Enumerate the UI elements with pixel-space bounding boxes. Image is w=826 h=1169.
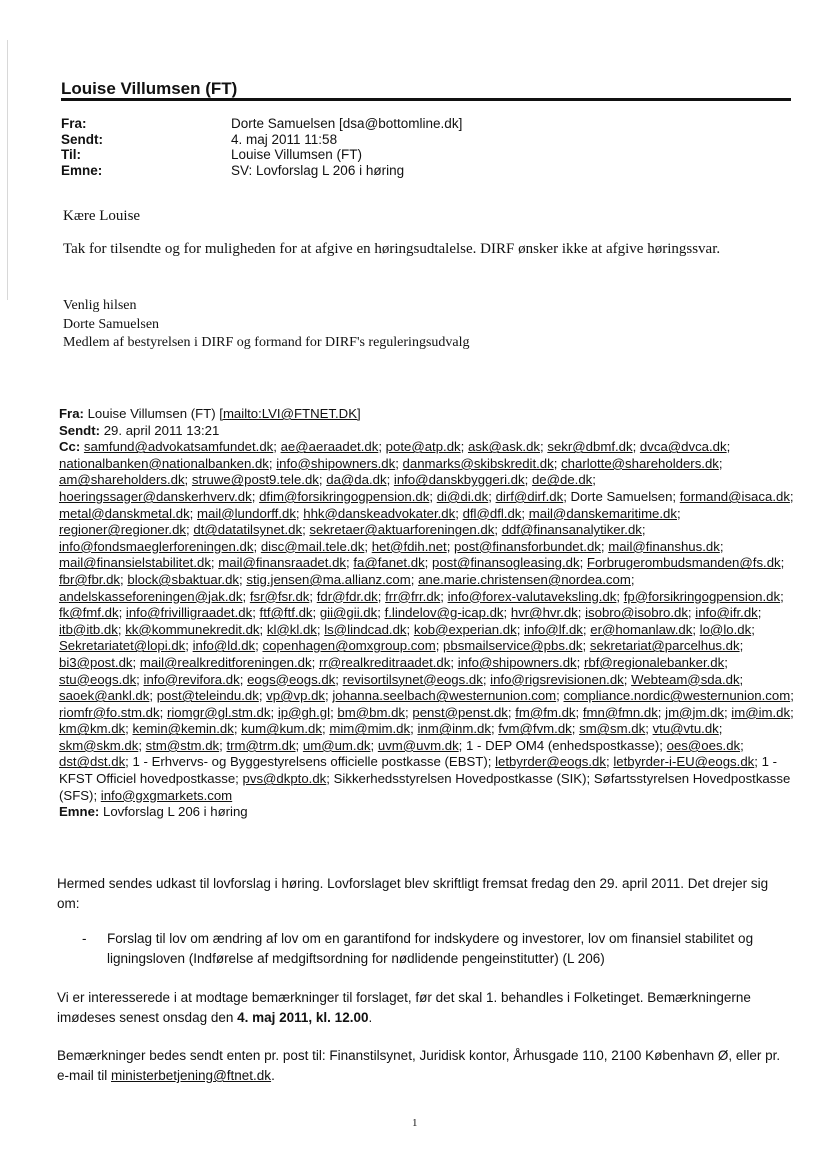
cc-separator: ; <box>186 522 190 538</box>
cc-separator: ; <box>377 605 381 621</box>
cc-list <box>59 439 794 802</box>
cc-separator: ; <box>120 571 124 587</box>
cc-email-link[interactable]: Webteam@sda.dk <box>631 671 740 687</box>
cc-email-link[interactable]: info@forex-valutaveksling.dk <box>447 588 617 604</box>
cc-separator: ; <box>117 621 122 637</box>
cc-email-link[interactable]: fa@fanet.dk <box>353 555 425 571</box>
cc-separator: ; <box>125 754 129 770</box>
cc-separator: ; <box>623 671 628 687</box>
deadline-text: Vi er interesserede i at modtage bemærkninger til forslaget, før det skal 1. behandles i Folketinget. Bemærkningerne imødeses senest onsdag den <box>57 990 751 1025</box>
cc-email-link[interactable]: fsr@fsr.dk <box>249 588 310 604</box>
cc-email-link[interactable]: revisortilsynet@eogs.dk <box>342 671 483 687</box>
cc-email-link[interactable]: vtu@vtu.dk <box>652 721 719 737</box>
cc-email-link[interactable]: info@danskbyggeri.dk <box>393 472 525 488</box>
meta-value: Louise Villumsen (FT) <box>231 147 363 162</box>
cc-email-link[interactable]: penst@penst.dk <box>412 704 508 720</box>
cc-email-link[interactable]: isobro@isobro.dk <box>585 605 688 621</box>
cc-recipient: Søfartsstyrelsen Hovedpostkasse (SFS) <box>59 771 791 803</box>
cc-email-link[interactable]: vp@vp.dk <box>266 688 326 704</box>
cc-email-link[interactable]: post@teleindu.dk <box>156 688 259 704</box>
cc-email-link[interactable]: stu@eogs.dk <box>59 671 137 687</box>
header-divider <box>61 98 791 101</box>
cc-separator: ; <box>446 538 451 554</box>
cc-separator: ; <box>295 737 300 753</box>
cc-separator: ; <box>235 771 239 787</box>
forwarded-from-name: Louise Villumsen (FT) <box>87 406 216 421</box>
cc-email-link[interactable]: info@fondsmaeglerforeningen.dk <box>59 538 254 554</box>
forwarded-sent-label: Sendt: <box>59 422 101 438</box>
cc-email-link[interactable]: struwe@post9.tele.dk <box>191 472 319 488</box>
cc-separator: ; <box>576 654 581 670</box>
submission-end: . <box>271 1068 275 1083</box>
cc-email-link[interactable]: itb@itb.dk <box>59 621 118 637</box>
cc-separator: ; <box>540 439 544 455</box>
cc-separator: ; <box>309 588 314 604</box>
cc-recipient: Sikkerhedsstyrelsen Hovedpostkasse (SIK) <box>333 771 587 787</box>
cc-email-link[interactable]: pvs@dkpto.dk <box>242 771 327 787</box>
cc-email-link[interactable]: uvm@uvm.dk <box>377 737 459 753</box>
cc-separator: ; <box>789 488 794 504</box>
cc-separator: ; <box>490 721 495 737</box>
cc-separator: ; <box>719 538 724 554</box>
cc-separator: ; <box>255 638 259 654</box>
cc-separator: ; <box>268 455 273 471</box>
meta-label: Fra: <box>61 116 87 131</box>
cc-separator: ; <box>582 621 587 637</box>
cc-separator: ; <box>410 571 415 587</box>
cc-email-link[interactable]: Sekretariatet@lopi.dk <box>59 638 186 654</box>
bullet-text: Forslag til lov om ændring af lov om en garantifond for indskydere og investorer, lov om finansiel stabilitet og ligningsloven (Indførelse af medgiftsordning for nødlidende pengeinstitutter) (L 206) <box>107 931 754 966</box>
cc-separator: ; <box>149 688 154 704</box>
cc-recipient: 1 - DEP OM4 (enhedspostkasse) <box>466 737 660 753</box>
cc-email-link[interactable]: fbr@fbr.dk <box>59 571 121 587</box>
cc-separator: ; <box>273 439 277 455</box>
cc-email-link[interactable]: mail@finansraadet.dk <box>218 555 347 571</box>
cc-separator: ; <box>494 522 499 538</box>
deadline-date: 4. maj 2011, kl. 12.00 <box>237 1010 369 1025</box>
cc-separator: ; <box>579 555 584 571</box>
cc-separator: ; <box>295 505 300 521</box>
meta-value: SV: Lovforslag L 206 i høring <box>231 162 405 178</box>
cc-separator: ; <box>326 771 330 787</box>
cc-email-link[interactable]: andelskasseforeningen@jak.dk <box>59 588 243 604</box>
cc-separator: ; <box>136 671 140 687</box>
cc-separator: ; <box>757 605 762 621</box>
cc-email-link[interactable]: de@de.dk <box>531 472 593 488</box>
forwarded-sent <box>59 423 794 440</box>
cc-separator: ; <box>210 555 215 571</box>
cc-email-link[interactable]: frr@frr.dk <box>385 588 441 604</box>
cc-separator: ; <box>687 605 692 621</box>
cc-recipient: Dorte Samuelsen <box>570 488 673 504</box>
cc-separator: ; <box>325 688 329 704</box>
cc-email-link[interactable]: ftf@ftf.dk <box>259 605 313 621</box>
cc-separator: ; <box>632 439 637 455</box>
meta-row-from <box>61 116 462 132</box>
cc-email-link[interactable]: dirf@dirf.dk <box>495 488 564 504</box>
cc-recipient: 1 - Erhvervs- og Byggestyrelsens officielle postkasse (EBST) <box>132 754 488 770</box>
cc-email-link[interactable]: mail@danskemaritime.dk <box>528 505 677 521</box>
cc-email-link[interactable]: km@km.dk <box>59 721 126 737</box>
cc-email-link[interactable]: kob@experian.dk <box>413 621 517 637</box>
forwarded-cc <box>59 439 794 804</box>
bullet-dash: - <box>82 931 87 946</box>
cc-separator: ; <box>577 605 582 621</box>
cc-separator: ; <box>605 754 610 770</box>
cc-email-link[interactable]: fk@fmf.dk <box>59 605 119 621</box>
cc-email-link[interactable]: inm@inm.dk <box>417 721 491 737</box>
cc-email-link[interactable]: info@lf.dk <box>524 621 583 637</box>
cc-email-link[interactable]: kemin@kemin.dk <box>132 721 234 737</box>
cc-separator: ; <box>189 505 194 521</box>
cc-email-link[interactable]: ddf@finansanalytiker.dk <box>501 522 642 538</box>
cc-separator: ; <box>252 605 256 621</box>
cc-separator: ; <box>386 472 391 488</box>
cc-separator: ; <box>118 605 123 621</box>
cc-email-link[interactable]: regioner@regioner.dk <box>59 522 187 538</box>
meta-row-to <box>61 147 462 163</box>
cc-email-link[interactable]: riomgr@gl.stm.dk <box>166 704 271 720</box>
cc-email-link[interactable]: copenhagen@omxgroup.com <box>262 638 436 654</box>
cc-separator: ; <box>616 588 621 604</box>
cc-email-link[interactable]: info@ifr.dk <box>695 605 758 621</box>
cc-separator: ; <box>239 671 244 687</box>
cc-email-link[interactable]: compliance.nordic@westernunion.com <box>563 688 791 704</box>
cc-separator: ; <box>138 737 142 753</box>
cc-email-link[interactable]: ae@aeraadet.dk <box>280 439 379 455</box>
signature <box>63 297 470 353</box>
cc-separator: ; <box>405 704 409 720</box>
cc-email-link[interactable]: kum@kum.dk <box>241 721 322 737</box>
cc-separator: ; <box>410 721 414 737</box>
forwarded-subject <box>59 804 794 821</box>
cc-separator: ; <box>259 621 264 637</box>
cc-email-link[interactable]: gii@gii.dk <box>319 605 378 621</box>
letter-paragraph-2 <box>57 988 792 1028</box>
cc-separator: ; <box>724 654 728 670</box>
cc-email-link[interactable]: oes@oes.dk <box>666 737 741 753</box>
cc-separator: ; <box>659 737 663 753</box>
meta-row-subject <box>61 163 462 179</box>
meta-label: Til: <box>61 147 81 162</box>
cc-separator: ; <box>159 704 164 720</box>
cc-separator: ; <box>184 472 189 488</box>
forwarded-from-label: Fra: <box>59 406 84 421</box>
cc-separator: ; <box>739 638 744 654</box>
cc-separator: ; <box>93 787 98 803</box>
forwarded-sent-value: 29. april 2011 13:21 <box>103 422 220 438</box>
cc-email-link[interactable]: lo@lo.dk <box>699 621 752 637</box>
cc-email-link[interactable]: dt@datatilsynet.dk <box>193 522 303 538</box>
cc-email-link[interactable]: di@di.dk <box>436 488 489 504</box>
cc-separator: ; <box>723 704 728 720</box>
cc-separator: ; <box>582 638 587 654</box>
cc-email-link[interactable]: um@um.dk <box>302 737 371 753</box>
forwarded-subject-value: Lovforslag L 206 i høring <box>102 804 248 820</box>
cc-separator: ; <box>740 737 744 753</box>
signature-line: Medlem af bestyrelsen i DIRF og formand for DIRF's reguleringsudvalg <box>63 335 470 350</box>
cc-separator: ; <box>563 488 567 504</box>
cc-separator: ; <box>302 522 306 538</box>
cc-separator: ; <box>440 588 444 604</box>
cc-email-link[interactable]: Forbrugerombudsmanden@fs.dk <box>586 555 781 571</box>
cc-email-link[interactable]: mail@finansielstabilitet.dk <box>59 555 211 571</box>
cc-email-link[interactable]: post@finansforbundet.dk <box>454 538 601 554</box>
cc-separator: ; <box>726 439 731 455</box>
cc-email-link[interactable]: saoek@ankl.dk <box>59 688 150 704</box>
cc-separator: ; <box>370 737 375 753</box>
cc-separator: ; <box>600 538 605 554</box>
cc-separator: ; <box>790 704 794 720</box>
letter-paragraph-1: Hermed sendes udkast til lovforslag i høring. Lovforslaget blev skriftligt fremsat fredag den 29. april 2011. Det drejer sig om: <box>57 876 769 911</box>
forwarded-subject-label: Emne: <box>59 804 100 820</box>
cc-email-link[interactable]: het@fdih.net <box>371 538 447 554</box>
cc-separator: ; <box>424 555 429 571</box>
cc-email-link[interactable]: dvca@dvca.dk <box>639 439 727 455</box>
sender-header-name: Louise Villumsen (FT) <box>61 79 238 98</box>
cc-email-link[interactable]: disc@mail.tele.dk <box>260 538 365 554</box>
letter-paragraph-3 <box>57 1046 792 1086</box>
meta-label: Sendt: <box>61 131 103 147</box>
cc-separator: ; <box>125 721 129 737</box>
cc-separator: ; <box>219 737 223 753</box>
cc-email-link[interactable]: riomfr@fo.stm.dk <box>59 704 160 720</box>
cc-separator: ; <box>258 688 263 704</box>
cc-email-link[interactable]: er@homanlaw.dk <box>590 621 693 637</box>
cc-separator: ; <box>330 704 334 720</box>
cc-separator: ; <box>251 488 256 504</box>
cc-email-link[interactable]: sekretaer@aktuarforeningen.dk <box>309 522 495 538</box>
page-number: 1 <box>412 1117 418 1129</box>
cc-separator: ; <box>630 571 635 587</box>
cc-email-link[interactable]: mail@lundorff.dk <box>197 505 296 521</box>
cc-email-link[interactable]: stig.jensen@ma.allianz.com <box>246 571 411 587</box>
cc-separator: ; <box>253 538 258 554</box>
cc-email-link[interactable]: rr@realkreditraadet.dk <box>318 654 451 670</box>
cc-email-link[interactable]: info@revifora.dk <box>143 671 240 687</box>
cc-separator: ; <box>318 472 323 488</box>
cc-separator: ; <box>429 488 434 504</box>
cc-separator: ; <box>455 505 459 521</box>
cc-email-link[interactable]: pote@atp.dk <box>385 439 461 455</box>
cc-separator: ; <box>312 605 317 621</box>
cc-separator: ; <box>677 505 681 521</box>
cc-email-link[interactable]: info@ld.dk <box>192 638 256 654</box>
cc-email-link[interactable]: sm@sm.dk <box>579 721 646 737</box>
cc-email-link[interactable]: block@sbaktuar.dk <box>127 571 239 587</box>
meta-value: 4. maj 2011 11:58 <box>231 131 338 147</box>
cc-separator: ; <box>592 472 596 488</box>
cc-email-link[interactable]: sekr@dbmf.dk <box>547 439 633 455</box>
deadline-end: . <box>368 1010 373 1025</box>
cc-separator: ; <box>335 671 339 687</box>
cc-email-link[interactable]: mail@realkreditforeningen.dk <box>139 654 312 670</box>
cc-email-link[interactable]: bi3@post.dk <box>59 654 133 670</box>
meta-row-sent <box>61 132 462 148</box>
cc-email-link[interactable]: ane.marie.christensen@nordea.com <box>418 571 631 587</box>
mailto-link[interactable]: [mailto:LVI@FTNET.DK] <box>219 406 361 421</box>
cc-separator: ; <box>718 455 723 471</box>
greeting: Kære Louise <box>63 208 141 224</box>
cc-separator: ; <box>657 704 662 720</box>
cc-separator: ; <box>507 704 512 720</box>
signature-line: Venlig hilsen <box>63 298 137 313</box>
cc-separator: ; <box>460 439 465 455</box>
email-meta <box>61 116 462 178</box>
bullet-item <box>82 929 792 969</box>
cc-separator: ; <box>780 555 785 571</box>
cc-email-link[interactable]: mim@mim.dk <box>329 721 411 737</box>
cc-email-link[interactable]: bm@bm.dk <box>337 704 406 720</box>
reply-text: Tak for tilsendte og for muligheden for at afgive en høringsudtalelse. DIRF ønsker ikke at afgive høringssvar. <box>63 241 721 257</box>
cc-email-link[interactable]: fdr@fdr.dk <box>316 588 378 604</box>
cc-email-link[interactable]: metal@danskmetal.dk <box>59 505 190 521</box>
cc-separator: ; <box>692 621 696 637</box>
cc-email-link[interactable]: sekretariat@parcelhus.dk <box>589 638 740 654</box>
cc-email-link[interactable]: hvr@hvr.dk <box>510 605 578 621</box>
cc-separator: ; <box>377 588 382 604</box>
cc-separator: ; <box>185 638 189 654</box>
cc-separator: ; <box>488 488 492 504</box>
submission-text: Bemærkninger bedes sendt enten pr. post til: Finanstilsynet, Juridisk kontor, Århusgade 110, 2100 København Ø, eller pr. e-mail til <box>57 1048 781 1083</box>
cc-email-link[interactable]: hoeringssager@danskerhverv.dk <box>59 488 252 504</box>
cc-recipient: 1 - KFST Officiel hovedpostkasse <box>59 754 777 787</box>
forwarded-from <box>59 406 794 423</box>
cc-separator: ; <box>754 754 758 770</box>
cc-separator: ; <box>672 488 677 504</box>
cc-separator: ; <box>435 638 440 654</box>
ministerbetjening-link[interactable]: ministerbetjening@ftnet.dk <box>111 1068 272 1083</box>
cc-separator: ; <box>780 588 784 604</box>
cc-email-link[interactable]: kk@kommunekredit.dk <box>125 621 260 637</box>
cc-separator: ; <box>739 671 744 687</box>
cc-separator: ; <box>450 654 455 670</box>
cc-separator: ; <box>718 721 723 737</box>
cc-email-link[interactable]: pbsmailservice@pbs.dk <box>443 638 583 654</box>
cc-email-link[interactable]: fvm@fvm.dk <box>498 721 572 737</box>
cc-email-link[interactable]: stm@stm.dk <box>145 737 220 753</box>
cc-separator: ; <box>575 704 580 720</box>
cc-separator: ; <box>556 688 560 704</box>
cc-email-link[interactable]: dfim@forsikringogpension.dk <box>259 488 430 504</box>
meta-value: Dorte Samuelsen [dsa@bottomline.dk] <box>231 116 463 131</box>
cc-email-link[interactable]: dfl@dfl.dk <box>462 505 522 521</box>
cc-separator: ; <box>482 671 487 687</box>
cc-separator: ; <box>516 621 521 637</box>
cc-email-link[interactable]: fp@forsikringogpension.dk <box>623 588 781 604</box>
cc-email-link[interactable]: info@frivilligraadet.dk <box>125 605 253 621</box>
cc-email-link[interactable]: charlotte@shareholders.dk <box>561 455 719 471</box>
cc-email-link[interactable]: letbyrder-i-EU@eogs.dk <box>613 754 755 770</box>
cc-separator: ; <box>311 654 316 670</box>
cc-separator: ; <box>521 505 526 521</box>
cc-email-link[interactable]: da@da.dk <box>326 472 387 488</box>
cc-email-link[interactable]: fmn@fmn.dk <box>582 704 658 720</box>
cc-email-link[interactable]: rbf@regionalebanker.dk <box>583 654 725 670</box>
cc-separator: ; <box>395 455 399 471</box>
cc-separator: ; <box>242 588 247 604</box>
cc-separator: ; <box>406 621 411 637</box>
cc-separator: ; <box>641 522 646 538</box>
cc-email-link[interactable]: eogs@eogs.dk <box>247 671 336 687</box>
cc-separator: ; <box>553 455 558 471</box>
cc-email-link[interactable]: formand@isaca.dk <box>679 488 790 504</box>
cc-separator: ; <box>270 704 275 720</box>
cc-separator: ; <box>586 771 591 787</box>
cc-email-link[interactable]: mail@finanshus.dk <box>608 538 720 554</box>
cc-email-link[interactable]: danmarks@skibskredit.dk <box>402 455 554 471</box>
cc-email-link[interactable]: ask@ask.dk <box>467 439 541 455</box>
cc-separator: ; <box>571 721 576 737</box>
cc-email-link[interactable]: ip@gh.gl <box>277 704 331 720</box>
cc-email-link[interactable]: nationalbanken@nationalbanken.dk <box>59 455 269 471</box>
cc-email-link[interactable]: kl@kl.dk <box>266 621 317 637</box>
cc-separator: ; <box>132 654 137 670</box>
cc-separator: ; <box>316 621 321 637</box>
cc-separator: ; <box>524 472 529 488</box>
cc-separator: ; <box>378 439 382 455</box>
forwarded-header <box>59 406 794 821</box>
reply-body <box>63 207 720 259</box>
cc-email-link[interactable]: am@shareholders.dk <box>59 472 185 488</box>
cc-email-link[interactable]: ls@lindcad.dk <box>324 621 407 637</box>
cc-email-link[interactable]: im@im.dk <box>731 704 791 720</box>
cc-email-link[interactable]: jm@jm.dk <box>665 704 724 720</box>
cc-email-link[interactable]: samfund@advokatsamfundet.dk <box>83 439 274 455</box>
cc-email-link[interactable]: letbyrder@eogs.dk <box>495 754 606 770</box>
cc-separator: ; <box>321 721 326 737</box>
cc-email-link[interactable]: info@rigsrevisionen.dk <box>490 671 624 687</box>
cc-separator: ; <box>503 605 508 621</box>
cc-email-link[interactable]: f.lindelov@g-icap.dk <box>384 605 504 621</box>
cc-separator: ; <box>239 571 243 587</box>
cc-label: Cc: <box>59 439 81 455</box>
cc-email-link[interactable]: fm@fm.dk <box>515 704 576 720</box>
signature-line: Dorte Samuelsen <box>63 316 160 332</box>
cc-separator: ; <box>364 538 369 554</box>
cc-separator: ; <box>645 721 649 737</box>
cc-separator: ; <box>233 721 238 737</box>
cc-email-link[interactable]: dst@dst.dk <box>59 754 126 770</box>
cc-email-link[interactable]: info@shipowners.dk <box>457 654 577 670</box>
scan-margin-line <box>7 40 8 300</box>
cc-email-link[interactable]: info@gxgmarkets.com <box>100 787 233 803</box>
cc-email-link[interactable]: johanna.seelbach@westernunion.com <box>332 688 557 704</box>
cc-email-link[interactable]: info@shipowners.dk <box>276 455 396 471</box>
cc-separator: ; <box>751 621 755 637</box>
cc-email-link[interactable]: trm@trm.dk <box>226 737 296 753</box>
cc-email-link[interactable]: skm@skm.dk <box>59 737 139 753</box>
cc-separator: ; <box>458 737 463 753</box>
cc-email-link[interactable]: post@finansogleasing.dk <box>432 555 580 571</box>
meta-label: Emne: <box>61 162 103 178</box>
cc-separator: ; <box>487 754 492 770</box>
cc-separator: ; <box>346 555 350 571</box>
cc-email-link[interactable]: hhk@danskeadvokater.dk <box>303 505 456 521</box>
cc-separator: ; <box>790 688 794 704</box>
